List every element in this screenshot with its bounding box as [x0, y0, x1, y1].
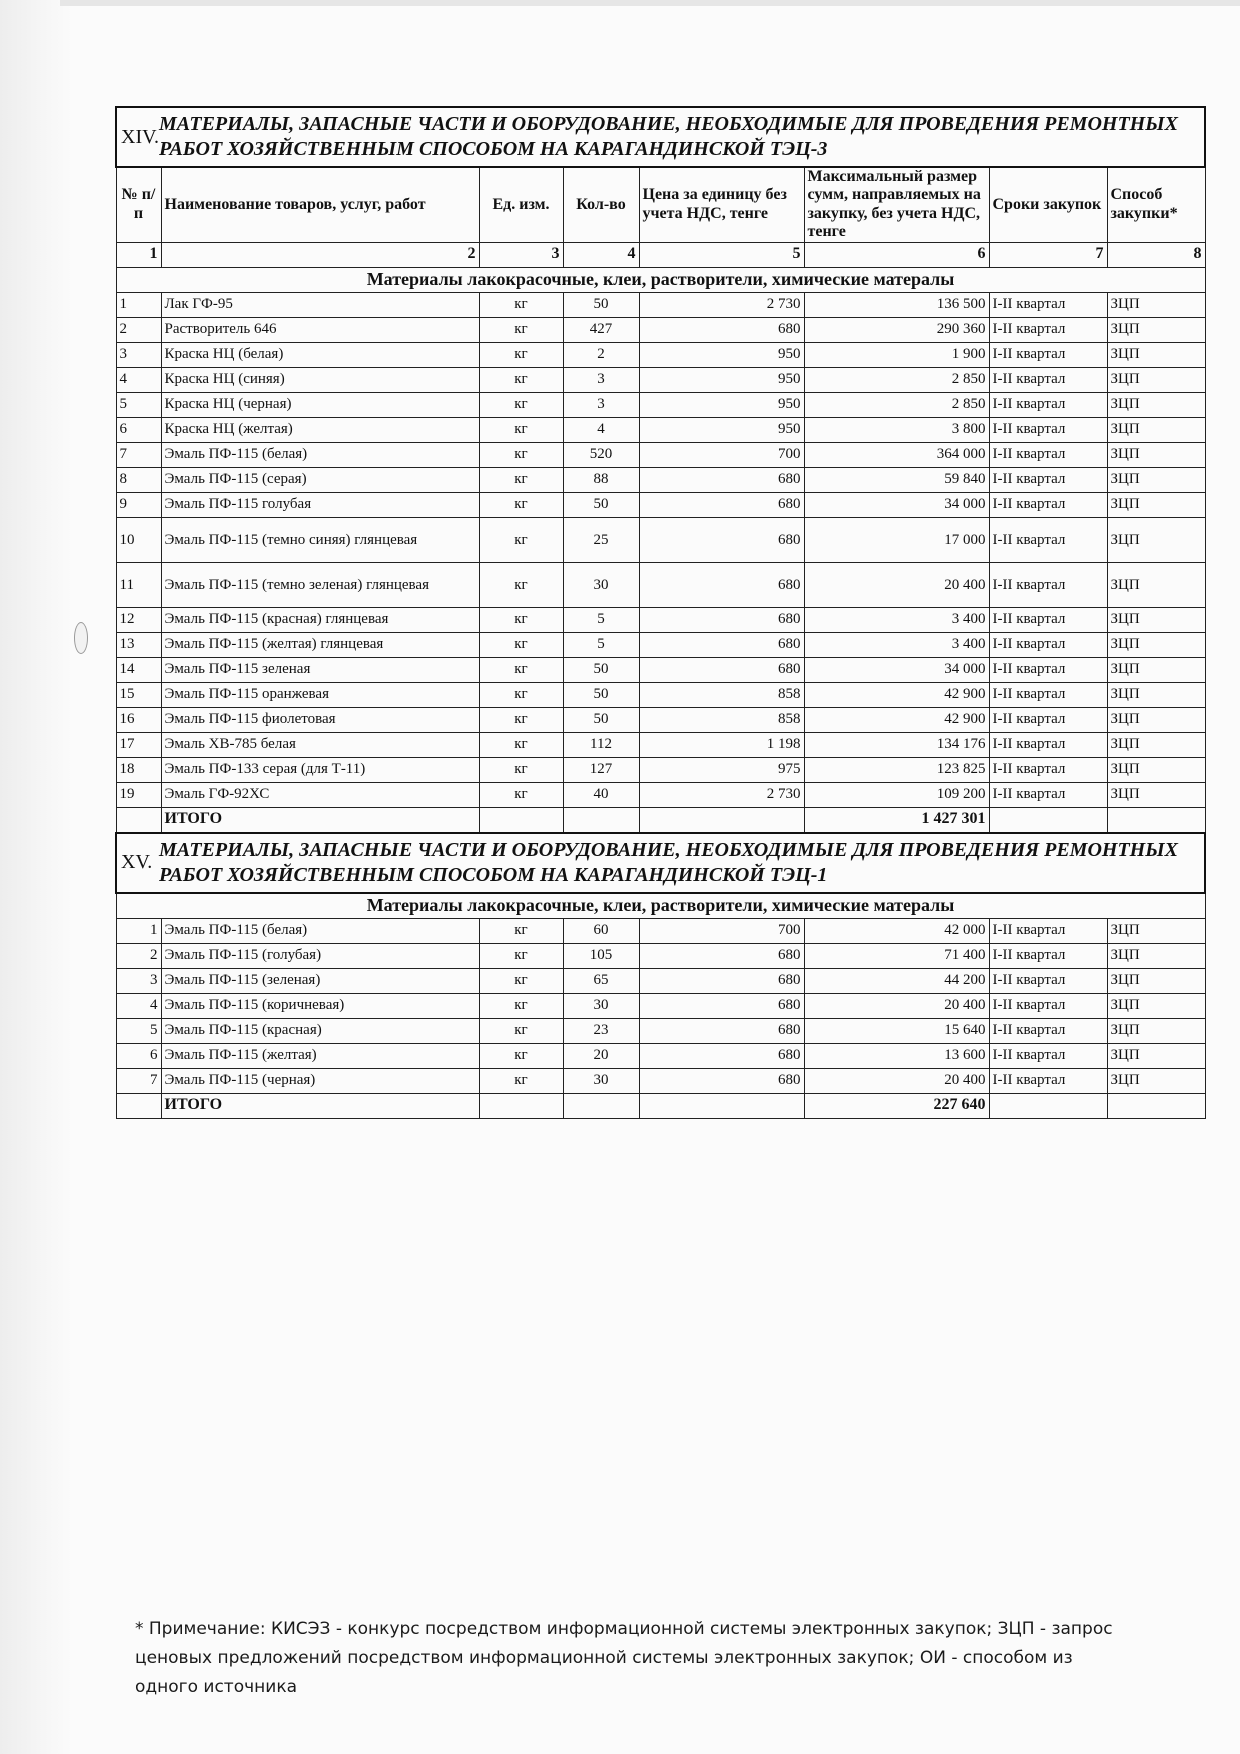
- item-price: 680: [639, 317, 804, 342]
- item-name: Эмаль ПФ-133 серая (для Т-11): [161, 757, 479, 782]
- item-qty: 30: [563, 993, 639, 1018]
- item-name: Эмаль ПФ-115 (зеленая): [161, 968, 479, 993]
- item-name: Эмаль ПФ-115 фиолетовая: [161, 707, 479, 732]
- total-sum: 1 427 301: [804, 807, 989, 833]
- item-price: 680: [639, 517, 804, 562]
- header-qty: Кол-во: [563, 167, 639, 242]
- item-qty: 112: [563, 732, 639, 757]
- total-empty: [116, 1093, 161, 1118]
- item-price: 680: [639, 562, 804, 607]
- item-qty: 50: [563, 682, 639, 707]
- item-sum: 42 900: [804, 682, 989, 707]
- section-title: МАТЕРИАЛЫ, ЗАПАСНЫЕ ЧАСТИ И ОБОРУДОВАНИЕ, НЕОБХОДИМЫЕ ДЛЯ ПРОВЕДЕНИЯ РЕМОНТНЫХ РАБОТ ХОЗЯЙСТВЕННЫМ СПОСОБОМ НА КАРАГАНДИНСКОЙ ТЭЦ-3: [159, 113, 1178, 160]
- table-row: [116, 1068, 1205, 1093]
- item-price: 680: [639, 1068, 804, 1093]
- item-sum: 364 000: [804, 442, 989, 467]
- item-name: Эмаль ХВ-785 белая: [161, 732, 479, 757]
- row-number: 3: [116, 968, 161, 993]
- item-price: 858: [639, 707, 804, 732]
- item-method: ЗЦП: [1107, 342, 1205, 367]
- item-sum: 34 000: [804, 657, 989, 682]
- item-sum: 2 850: [804, 367, 989, 392]
- item-name: Краска НЦ (синяя): [161, 367, 479, 392]
- item-unit: кг: [479, 1068, 563, 1093]
- category-title: Материалы лакокрасочные, клеи, растворители, химические матералы: [116, 893, 1205, 919]
- section-header: [116, 107, 1205, 167]
- item-unit: кг: [479, 657, 563, 682]
- item-unit: кг: [479, 732, 563, 757]
- total-empty: [479, 807, 563, 833]
- item-price: 680: [639, 657, 804, 682]
- table-row: [116, 367, 1205, 392]
- table-row: [116, 657, 1205, 682]
- item-term: I-II квартал: [989, 392, 1107, 417]
- item-name: Эмаль ПФ-115 (черная): [161, 1068, 479, 1093]
- header-name: Наименование товаров, услуг, работ: [161, 167, 479, 242]
- column-number: 5: [639, 242, 804, 267]
- scan-top-edge: [60, 0, 1240, 6]
- row-number: 14: [116, 657, 161, 682]
- row-number: 17: [116, 732, 161, 757]
- row-number: 6: [116, 1043, 161, 1068]
- column-number: 8: [1107, 242, 1205, 267]
- header-max-sum: Максимальный размер сумм, направляемых на закупку, без учета НДС, тенге: [804, 167, 989, 242]
- item-unit: кг: [479, 517, 563, 562]
- item-sum: 3 800: [804, 417, 989, 442]
- category-row: [116, 893, 1205, 919]
- item-price: 700: [639, 918, 804, 943]
- item-term: I-II квартал: [989, 707, 1107, 732]
- total-empty: [1107, 1093, 1205, 1118]
- table-row: [116, 757, 1205, 782]
- item-sum: 20 400: [804, 993, 989, 1018]
- item-name: Эмаль ПФ-115 (красная) глянцевая: [161, 607, 479, 632]
- column-number: 1: [116, 242, 161, 267]
- item-unit: кг: [479, 607, 563, 632]
- table-row: [116, 492, 1205, 517]
- total-empty: [639, 1093, 804, 1118]
- item-sum: 15 640: [804, 1018, 989, 1043]
- item-sum: 134 176: [804, 732, 989, 757]
- item-term: I-II квартал: [989, 757, 1107, 782]
- item-sum: 42 900: [804, 707, 989, 732]
- total-empty: [479, 1093, 563, 1118]
- total-empty: [1107, 807, 1205, 833]
- item-name: Эмаль ПФ-115 (голубая): [161, 943, 479, 968]
- item-term: I-II квартал: [989, 467, 1107, 492]
- row-number: 2: [116, 317, 161, 342]
- item-unit: кг: [479, 367, 563, 392]
- item-sum: 3 400: [804, 632, 989, 657]
- row-number: 2: [116, 943, 161, 968]
- item-method: ЗЦП: [1107, 292, 1205, 317]
- item-qty: 25: [563, 517, 639, 562]
- item-name: Эмаль ПФ-115 зеленая: [161, 657, 479, 682]
- item-unit: кг: [479, 317, 563, 342]
- item-sum: 2 850: [804, 392, 989, 417]
- column-number: 7: [989, 242, 1107, 267]
- table-row: [116, 632, 1205, 657]
- header-unit: Ед. изм.: [479, 167, 563, 242]
- item-price: 680: [639, 1018, 804, 1043]
- item-price: 950: [639, 417, 804, 442]
- column-number: 2: [161, 242, 479, 267]
- row-number: 13: [116, 632, 161, 657]
- item-qty: 5: [563, 632, 639, 657]
- table-row: [116, 943, 1205, 968]
- table-row: [116, 968, 1205, 993]
- row-number: 8: [116, 467, 161, 492]
- item-sum: 3 400: [804, 607, 989, 632]
- item-method: ЗЦП: [1107, 732, 1205, 757]
- item-qty: 30: [563, 562, 639, 607]
- item-price: 680: [639, 607, 804, 632]
- item-qty: 127: [563, 757, 639, 782]
- section-title-cell: [116, 107, 1205, 167]
- item-unit: кг: [479, 757, 563, 782]
- row-number: 15: [116, 682, 161, 707]
- table-row: [116, 562, 1205, 607]
- item-qty: 50: [563, 707, 639, 732]
- item-term: I-II квартал: [989, 562, 1107, 607]
- section-number: XV.: [121, 851, 153, 874]
- item-method: ЗЦП: [1107, 467, 1205, 492]
- column-number: 6: [804, 242, 989, 267]
- total-empty: [563, 1093, 639, 1118]
- item-name: Эмаль ПФ-115 (темно синяя) глянцевая: [161, 517, 479, 562]
- item-method: ЗЦП: [1107, 943, 1205, 968]
- item-method: ЗЦП: [1107, 607, 1205, 632]
- header-num: № п/п: [116, 167, 161, 242]
- item-qty: 3: [563, 392, 639, 417]
- column-header-row: [116, 167, 1205, 242]
- item-qty: 4: [563, 417, 639, 442]
- item-qty: 65: [563, 968, 639, 993]
- item-method: ЗЦП: [1107, 993, 1205, 1018]
- item-price: 680: [639, 492, 804, 517]
- item-name: Эмаль ПФ-115 (желтая) глянцевая: [161, 632, 479, 657]
- item-sum: 71 400: [804, 943, 989, 968]
- item-name: Эмаль ПФ-115 голубая: [161, 492, 479, 517]
- item-name: Эмаль ГФ-92ХС: [161, 782, 479, 807]
- row-number: 18: [116, 757, 161, 782]
- item-qty: 23: [563, 1018, 639, 1043]
- table-row: [116, 442, 1205, 467]
- table-row: [116, 392, 1205, 417]
- row-number: 5: [116, 1018, 161, 1043]
- table-row: [116, 467, 1205, 492]
- item-sum: 34 000: [804, 492, 989, 517]
- section-header: [116, 833, 1205, 893]
- total-sum: 227 640: [804, 1093, 989, 1118]
- item-name: Эмаль ПФ-115 (темно зеленая) глянцевая: [161, 562, 479, 607]
- row-number: 19: [116, 782, 161, 807]
- table-row: [116, 682, 1205, 707]
- procurement-table: [115, 106, 1206, 1119]
- item-term: I-II квартал: [989, 1018, 1107, 1043]
- total-empty: [989, 1093, 1107, 1118]
- item-price: 1 198: [639, 732, 804, 757]
- item-price: 2 730: [639, 782, 804, 807]
- item-qty: 105: [563, 943, 639, 968]
- item-name: Эмаль ПФ-115 оранжевая: [161, 682, 479, 707]
- item-term: I-II квартал: [989, 782, 1107, 807]
- column-number-row: [116, 242, 1205, 267]
- table-row: [116, 782, 1205, 807]
- header-method: Способ закупки*: [1107, 167, 1205, 242]
- item-method: ЗЦП: [1107, 682, 1205, 707]
- item-method: ЗЦП: [1107, 417, 1205, 442]
- item-price: 2 730: [639, 292, 804, 317]
- item-term: I-II квартал: [989, 732, 1107, 757]
- item-method: ЗЦП: [1107, 442, 1205, 467]
- item-method: ЗЦП: [1107, 367, 1205, 392]
- item-term: I-II квартал: [989, 918, 1107, 943]
- item-method: ЗЦП: [1107, 1018, 1205, 1043]
- total-row: [116, 1093, 1205, 1118]
- header-price: Цена за единицу без учета НДС, тенге: [639, 167, 804, 242]
- item-qty: 5: [563, 607, 639, 632]
- table-row: [116, 317, 1205, 342]
- total-empty: [563, 807, 639, 833]
- item-method: ЗЦП: [1107, 968, 1205, 993]
- scan-left-edge: [0, 0, 72, 1754]
- total-empty: [116, 807, 161, 833]
- item-method: ЗЦП: [1107, 317, 1205, 342]
- item-method: ЗЦП: [1107, 392, 1205, 417]
- item-qty: 3: [563, 367, 639, 392]
- item-name: Эмаль ПФ-115 (белая): [161, 442, 479, 467]
- total-label: ИТОГО: [161, 1093, 479, 1118]
- item-qty: 50: [563, 657, 639, 682]
- item-method: ЗЦП: [1107, 1068, 1205, 1093]
- item-qty: 20: [563, 1043, 639, 1068]
- item-unit: кг: [479, 292, 563, 317]
- item-price: 950: [639, 367, 804, 392]
- row-number: 4: [116, 367, 161, 392]
- item-method: ЗЦП: [1107, 657, 1205, 682]
- item-sum: 109 200: [804, 782, 989, 807]
- item-sum: 20 400: [804, 1068, 989, 1093]
- item-sum: 42 000: [804, 918, 989, 943]
- item-unit: кг: [479, 1018, 563, 1043]
- category-title: Материалы лакокрасочные, клеи, растворители, химические матералы: [116, 267, 1205, 292]
- item-unit: кг: [479, 682, 563, 707]
- total-empty: [989, 807, 1107, 833]
- item-unit: кг: [479, 968, 563, 993]
- item-unit: кг: [479, 392, 563, 417]
- item-term: I-II квартал: [989, 607, 1107, 632]
- item-term: I-II квартал: [989, 517, 1107, 562]
- item-name: Эмаль ПФ-115 (красная): [161, 1018, 479, 1043]
- table-row: [116, 292, 1205, 317]
- category-row: [116, 267, 1205, 292]
- table-row: [116, 517, 1205, 562]
- section-number: XIV.: [121, 125, 159, 148]
- item-unit: кг: [479, 943, 563, 968]
- table-row: [116, 417, 1205, 442]
- item-qty: 50: [563, 292, 639, 317]
- item-qty: 520: [563, 442, 639, 467]
- item-qty: 2: [563, 342, 639, 367]
- item-term: I-II квартал: [989, 1043, 1107, 1068]
- row-number: 4: [116, 993, 161, 1018]
- table-body: [116, 107, 1205, 1118]
- table-row: [116, 707, 1205, 732]
- table-row: [116, 732, 1205, 757]
- item-term: I-II квартал: [989, 657, 1107, 682]
- item-qty: 50: [563, 492, 639, 517]
- table-row: [116, 1018, 1205, 1043]
- row-number: 11: [116, 562, 161, 607]
- item-price: 680: [639, 968, 804, 993]
- item-method: ЗЦП: [1107, 757, 1205, 782]
- column-number: 4: [563, 242, 639, 267]
- item-unit: кг: [479, 993, 563, 1018]
- item-name: Краска НЦ (черная): [161, 392, 479, 417]
- item-unit: кг: [479, 918, 563, 943]
- item-method: ЗЦП: [1107, 517, 1205, 562]
- item-unit: кг: [479, 1043, 563, 1068]
- item-qty: 427: [563, 317, 639, 342]
- item-price: 680: [639, 993, 804, 1018]
- item-unit: кг: [479, 782, 563, 807]
- footnote: * Примечание: КИСЭЗ - конкурс посредством информационной системы электронных закупок; ЗЦП - запрос ценовых предложений посредством информационной системы электронных закупок; ОИ - способом из одного источника: [135, 1619, 1113, 1697]
- item-unit: кг: [479, 467, 563, 492]
- header-term: Сроки закупок: [989, 167, 1107, 242]
- item-sum: 17 000: [804, 517, 989, 562]
- item-price: 950: [639, 392, 804, 417]
- item-term: I-II квартал: [989, 492, 1107, 517]
- item-term: I-II квартал: [989, 342, 1107, 367]
- item-qty: 30: [563, 1068, 639, 1093]
- item-price: 680: [639, 632, 804, 657]
- table-row: [116, 607, 1205, 632]
- item-term: I-II квартал: [989, 968, 1107, 993]
- item-price: 950: [639, 342, 804, 367]
- item-name: Эмаль ПФ-115 (коричневая): [161, 993, 479, 1018]
- item-unit: кг: [479, 492, 563, 517]
- total-row: [116, 807, 1205, 833]
- item-price: 975: [639, 757, 804, 782]
- item-term: I-II квартал: [989, 317, 1107, 342]
- row-number: 3: [116, 342, 161, 367]
- row-number: 7: [116, 442, 161, 467]
- table-row: [116, 1043, 1205, 1068]
- item-term: I-II квартал: [989, 682, 1107, 707]
- table-row: [116, 993, 1205, 1018]
- item-method: ЗЦП: [1107, 632, 1205, 657]
- item-name: Краска НЦ (белая): [161, 342, 479, 367]
- section-title: МАТЕРИАЛЫ, ЗАПАСНЫЕ ЧАСТИ И ОБОРУДОВАНИЕ, НЕОБХОДИМЫЕ ДЛЯ ПРОВЕДЕНИЯ РЕМОНТНЫХ РАБОТ ХОЗЯЙСТВЕННЫМ СПОСОБОМ НА КАРАГАНДИНСКОЙ ТЭЦ-1: [159, 838, 1178, 886]
- item-name: Эмаль ПФ-115 (серая): [161, 467, 479, 492]
- row-number: 7: [116, 1068, 161, 1093]
- item-term: I-II квартал: [989, 943, 1107, 968]
- total-label: ИТОГО: [161, 807, 479, 833]
- item-sum: 136 500: [804, 292, 989, 317]
- item-term: I-II квартал: [989, 993, 1107, 1018]
- item-price: 700: [639, 442, 804, 467]
- item-method: ЗЦП: [1107, 1043, 1205, 1068]
- row-number: 5: [116, 392, 161, 417]
- item-method: ЗЦП: [1107, 918, 1205, 943]
- item-method: ЗЦП: [1107, 707, 1205, 732]
- item-sum: 13 600: [804, 1043, 989, 1068]
- item-qty: 40: [563, 782, 639, 807]
- row-number: 12: [116, 607, 161, 632]
- column-number: 3: [479, 242, 563, 267]
- punch-hole: [74, 622, 88, 654]
- item-price: 680: [639, 467, 804, 492]
- item-name: Эмаль ПФ-115 (желтая): [161, 1043, 479, 1068]
- row-number: 1: [116, 918, 161, 943]
- total-empty: [639, 807, 804, 833]
- item-unit: кг: [479, 442, 563, 467]
- item-term: I-II квартал: [989, 442, 1107, 467]
- table-row: [116, 918, 1205, 943]
- item-qty: 60: [563, 918, 639, 943]
- item-term: I-II квартал: [989, 367, 1107, 392]
- row-number: 16: [116, 707, 161, 732]
- item-term: I-II квартал: [989, 632, 1107, 657]
- item-unit: кг: [479, 562, 563, 607]
- item-method: ЗЦП: [1107, 492, 1205, 517]
- item-unit: кг: [479, 342, 563, 367]
- row-number: 6: [116, 417, 161, 442]
- row-number: 10: [116, 517, 161, 562]
- item-name: Эмаль ПФ-115 (белая): [161, 918, 479, 943]
- item-qty: 88: [563, 467, 639, 492]
- item-price: 680: [639, 943, 804, 968]
- item-name: Растворитель 646: [161, 317, 479, 342]
- item-term: I-II квартал: [989, 1068, 1107, 1093]
- item-sum: 1 900: [804, 342, 989, 367]
- item-term: I-II квартал: [989, 292, 1107, 317]
- item-method: ЗЦП: [1107, 782, 1205, 807]
- item-sum: 123 825: [804, 757, 989, 782]
- item-name: Лак ГФ-95: [161, 292, 479, 317]
- table-row: [116, 342, 1205, 367]
- item-sum: 59 840: [804, 467, 989, 492]
- item-unit: кг: [479, 632, 563, 657]
- row-number: 1: [116, 292, 161, 317]
- item-term: I-II квартал: [989, 417, 1107, 442]
- item-price: 680: [639, 1043, 804, 1068]
- item-sum: 290 360: [804, 317, 989, 342]
- item-price: 858: [639, 682, 804, 707]
- item-unit: кг: [479, 417, 563, 442]
- item-sum: 20 400: [804, 562, 989, 607]
- item-sum: 44 200: [804, 968, 989, 993]
- section-title-cell: [116, 833, 1205, 893]
- item-method: ЗЦП: [1107, 562, 1205, 607]
- row-number: 9: [116, 492, 161, 517]
- item-name: Краска НЦ (желтая): [161, 417, 479, 442]
- item-unit: кг: [479, 707, 563, 732]
